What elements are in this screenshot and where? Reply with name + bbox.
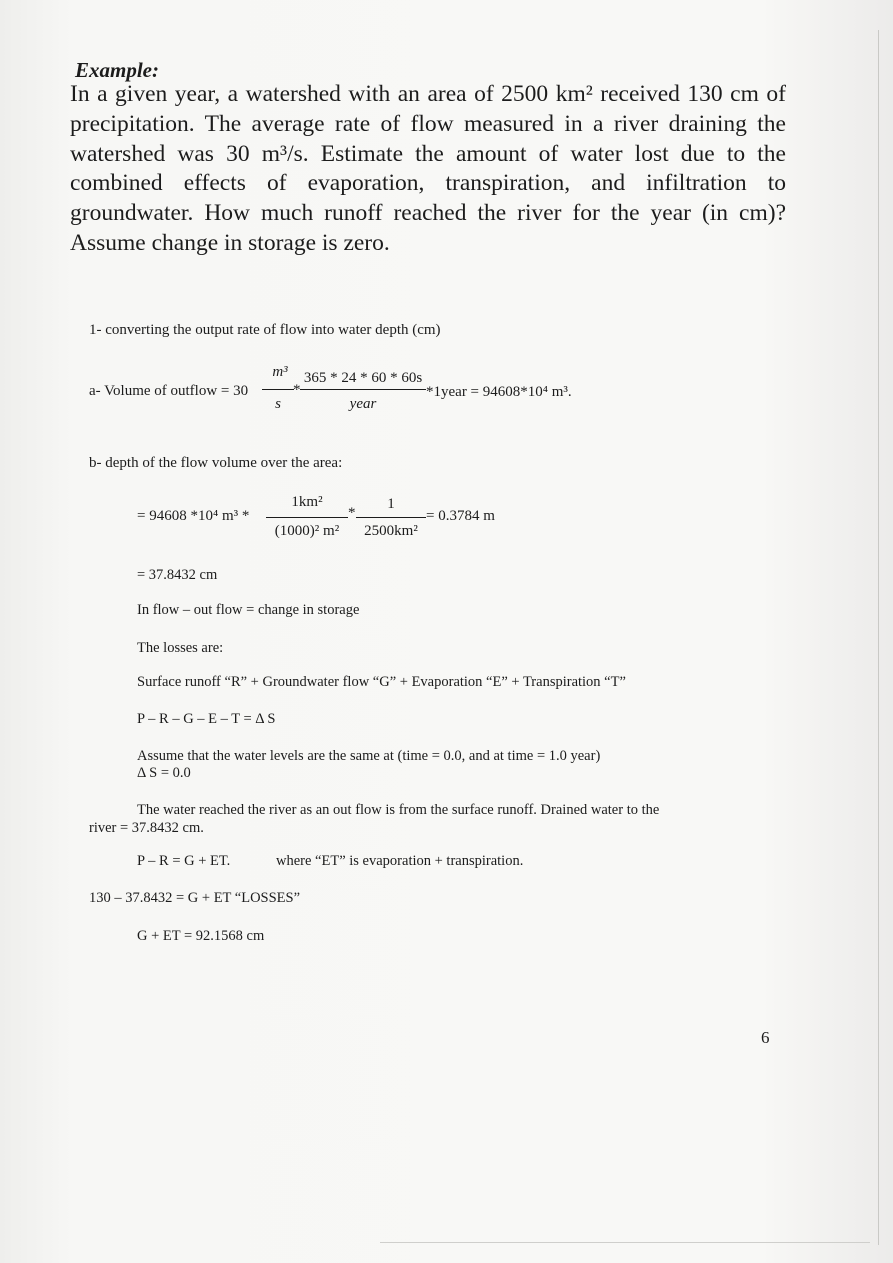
losses-terms: Surface runoff “R” + Groundwater flow “G” + Evaporation “E” + Transpiration “T” <box>137 674 626 690</box>
assume-line-1: Assume that the water levels are the same at (time = 0.0, and at time = 1.0 year) <box>137 748 601 764</box>
page-edge-shadow <box>878 30 879 1245</box>
step1-title: 1- converting the output rate of flow into water depth (cm) <box>89 322 441 338</box>
step-b-times: * <box>348 505 356 521</box>
step-b-frac1-num: 1km² <box>291 494 323 510</box>
step-b-frac1-den: (1000)² m² <box>274 523 340 539</box>
step-b-result: = 0.3784 m <box>426 508 495 524</box>
step-a-frac1-num: m³ <box>272 364 288 380</box>
page-number: 6 <box>761 1028 770 1047</box>
step-a-frac2-num: 365 * 24 * 60 * 60s <box>303 370 423 386</box>
losses-intro: The losses are: <box>137 640 224 656</box>
step-b-frac2-num: 1 <box>387 496 395 512</box>
assume-line-2: Δ S = 0.0 <box>137 765 191 781</box>
step-b-frac1-bar <box>266 517 348 518</box>
reached-line-2: river = 37.8432 cm. <box>89 820 204 836</box>
pr-note: where “ET” is evaporation + transpiration. <box>276 853 524 869</box>
step-b-frac2-bar <box>356 517 426 518</box>
step-a-tail: *1year = 94608*10⁴ m³. <box>426 384 572 400</box>
depth-cm-line: = 37.8432 cm <box>137 567 218 583</box>
page-bottom-edge <box>380 1242 870 1243</box>
example-heading: Example: <box>75 58 159 82</box>
reached-line-1: The water reached the river as an out flow is from the surface runoff. Drained water to the <box>137 802 660 818</box>
step-b-prefix: = 94608 *10⁴ m³ * <box>137 508 250 524</box>
losses-calc: 130 – 37.8432 = G + ET “LOSSES” <box>89 890 301 906</box>
step-b-frac2-den: 2500km² <box>364 523 418 539</box>
balance-line: In flow – out flow = change in storage <box>137 602 360 618</box>
pr-equation: P – R = G + ET. <box>137 853 231 869</box>
water-balance-equation: P – R – G – E – T = Δ S <box>137 711 276 727</box>
step-a-frac2-den: year <box>349 396 377 412</box>
final-result: G + ET = 92.1568 cm <box>137 928 265 944</box>
step-a-frac1-bar <box>262 389 294 390</box>
step-a-frac1-den: s <box>275 396 281 412</box>
step-a-prefix: a- Volume of outflow = 30 <box>89 383 249 399</box>
step-a-times: * <box>293 382 301 398</box>
problem-statement: In a given year, a watershed with an area of 2500 km² received 130 cm of precipitation. The average rate of flow measured in a river draining the watershed was 30 m³/s. Estimate the amount of water lost due to the combined effects of evaporation, transpiration, and infiltration to groundwater. How much runoff reached the river for the year (in cm)? Assume change in storage is zero. <box>70 81 786 256</box>
step-b-title: b- depth of the flow volume over the area: <box>89 455 343 471</box>
step-a-frac2-bar <box>300 389 426 390</box>
